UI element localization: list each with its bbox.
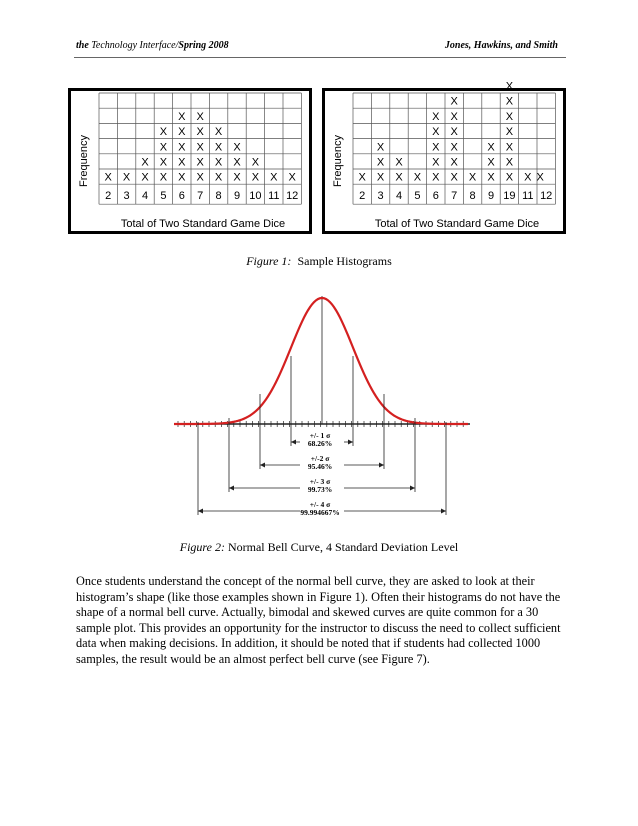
tally-x-mark: X [395, 156, 403, 169]
tally-x-mark: X [432, 110, 440, 123]
tick-label: 11 [522, 190, 534, 203]
tally-x-mark: X [395, 171, 403, 184]
tally-x-mark: X [214, 171, 223, 184]
body-paragraph: Once students understand the concept of the normal bell curve, they are asked to look at their histogram’s shape (like those examples shown in Figure 1). Often their histograms do not have the shape of a normal bell curve. Actually, bimodal and skewed curves are quite common for a 30 sample plot. This provides an opportunity for the instructor to discuss the need to collect sufficient data when making decisions. In addition, it should be noted that if students had collected 1000 samples, the result would be an almost perfect bell curve (see Figure 7). [76, 574, 561, 666]
tally-x-mark: X [468, 171, 477, 184]
tally-x-mark: X [141, 156, 149, 169]
histogram-right-grid [325, 80, 563, 231]
tally-x-mark: X [505, 126, 514, 139]
tally-x-mark: X [214, 126, 223, 139]
running-header-left [76, 40, 229, 51]
tally-x-mark: X [233, 171, 241, 184]
tick-label: 11 [268, 190, 280, 203]
arrowhead [198, 509, 203, 514]
tally-x-mark: X [122, 171, 131, 184]
tally-x-mark: X [487, 156, 495, 169]
tick-label: 7 [197, 190, 204, 203]
tally-x-mark: X [524, 171, 532, 184]
tick-label: 8 [469, 190, 476, 203]
header-journal: Technology Interface/ [91, 40, 179, 51]
tally-x-mark: X [450, 126, 458, 139]
tally-x-mark: X [233, 141, 241, 154]
tally-x-mark: X [196, 110, 204, 123]
sigma2-label: +/-2 σ [310, 454, 330, 463]
tally-x-mark: X [196, 171, 204, 184]
running-header-authors: Jones, Hawkins, and Smith [444, 40, 558, 51]
tick-label: 12 [540, 190, 553, 203]
sigma4-percent: 99.994667% [300, 508, 340, 517]
tally-x-mark: X [487, 171, 495, 184]
tick-label: 5 [414, 190, 421, 203]
tally-x-mark: X [432, 141, 440, 154]
arrowhead [441, 509, 446, 514]
tick-label: 6 [178, 190, 185, 203]
sigma1-percent: 68.26% [307, 439, 333, 448]
figure1-text: Sample Histograms [297, 254, 392, 268]
tick-label: 2 [105, 190, 112, 203]
tick-label: 10 [249, 190, 262, 203]
tally-x-mark: X [159, 126, 168, 139]
bell-curve-line [174, 298, 468, 424]
tally-x-mark: X [196, 141, 204, 154]
arrowhead [410, 486, 415, 491]
tally-x-mark: X [487, 141, 495, 154]
histogram-right-xtitle: Total of Two Standard Game Dice [374, 218, 540, 230]
tally-x-mark: X [178, 156, 186, 169]
tally-x-mark: X [178, 141, 186, 154]
tally-x-mark: X [432, 171, 440, 184]
tally-x-mark: X [358, 171, 366, 184]
histogram-left-grid [71, 91, 309, 231]
tally-x-mark: X [505, 95, 514, 108]
sigma2-annotation [250, 455, 390, 471]
bell-curve-figure [172, 290, 472, 530]
tally-x-mark: X [505, 156, 514, 169]
tally-x-mark: X [505, 110, 514, 123]
tally-x-mark: X [159, 141, 168, 154]
tick-label: 7 [451, 190, 458, 203]
tick-label: 4 [395, 190, 403, 203]
tick-label: 3 [123, 190, 130, 203]
tally-x-mark: X [450, 95, 458, 108]
tick-label: 8 [215, 190, 222, 203]
tick-label: 3 [377, 190, 384, 203]
tally-x-mark: X [376, 141, 385, 154]
bell-curve-axis [174, 296, 470, 427]
tally-x-mark: X [413, 171, 422, 184]
tally-x-mark: X [432, 156, 440, 169]
tally-x-mark: X [270, 171, 278, 184]
tally-x-mark: X [251, 171, 260, 184]
sigma2-percent: 95.46% [307, 462, 333, 471]
arrowhead [229, 486, 234, 491]
tally-x-mark: X [141, 171, 149, 184]
tally-x-mark: X [251, 156, 260, 169]
sigma4-annotation [250, 501, 390, 517]
tick-label: 4 [141, 190, 149, 203]
figure1-caption [0, 254, 638, 269]
tally-x-mark: X [178, 110, 186, 123]
tally-x-mark: X [196, 126, 204, 139]
tally-x-mark: X [233, 156, 241, 169]
histogram-left-ylabel: Frequency [78, 135, 90, 187]
sigma3-label: +/- 3 σ [309, 477, 331, 486]
figure1-label: Figure 1: [246, 254, 292, 268]
tally-x-mark: X [536, 171, 544, 184]
tally-x-mark: X [432, 126, 440, 139]
tick-label: 9 [487, 190, 495, 203]
tick-label: 19 [503, 190, 516, 203]
tally-x-mark: X [104, 171, 112, 184]
tally-x-mark: X [450, 171, 458, 184]
tally-x-mark: X [505, 141, 514, 154]
figure2-caption [0, 540, 638, 555]
tick-label: 12 [286, 190, 299, 203]
histogram-left-xtitle: Total of Two Standard Game Dice [120, 218, 286, 230]
tally-x-mark: X [450, 156, 458, 169]
sigma3-annotation [250, 478, 390, 494]
figure2-text: Normal Bell Curve, 4 Standard Deviation Level [227, 540, 459, 554]
histogram-left [68, 88, 312, 234]
tick-label: 9 [233, 190, 241, 203]
sigma4-label: +/- 4 σ [309, 500, 331, 509]
header-rule [74, 57, 566, 58]
figure2-label: Figure 2: [179, 540, 225, 554]
tally-x-mark: X [376, 156, 385, 169]
sigma1-annotation [250, 432, 390, 448]
tally-x-mark: X [178, 126, 186, 139]
tally-x-mark: X [376, 171, 385, 184]
tally-x-mark: X [178, 171, 186, 184]
histogram-right-ylabel: Frequency [332, 135, 344, 187]
tally-x-mark: X [505, 80, 514, 93]
tally-x-mark: X [214, 156, 223, 169]
header-prefix: the [76, 40, 89, 51]
tick-label: 2 [359, 190, 366, 203]
tick-label: 5 [160, 190, 167, 203]
tally-x-mark: X [159, 171, 168, 184]
tally-x-mark: X [288, 171, 296, 184]
header-issue: Spring 2008 [178, 40, 229, 51]
tally-x-mark: X [450, 141, 458, 154]
histogram-right [322, 80, 566, 234]
tally-x-mark: X [450, 110, 458, 123]
tally-x-mark: X [196, 156, 204, 169]
sigma1-label: +/- 1 σ [309, 431, 331, 440]
tally-x-mark: X [505, 171, 514, 184]
tick-label: 6 [432, 190, 439, 203]
sigma3-percent: 99.73% [307, 485, 333, 494]
tally-x-mark: X [159, 156, 168, 169]
tally-x-mark: X [214, 141, 223, 154]
